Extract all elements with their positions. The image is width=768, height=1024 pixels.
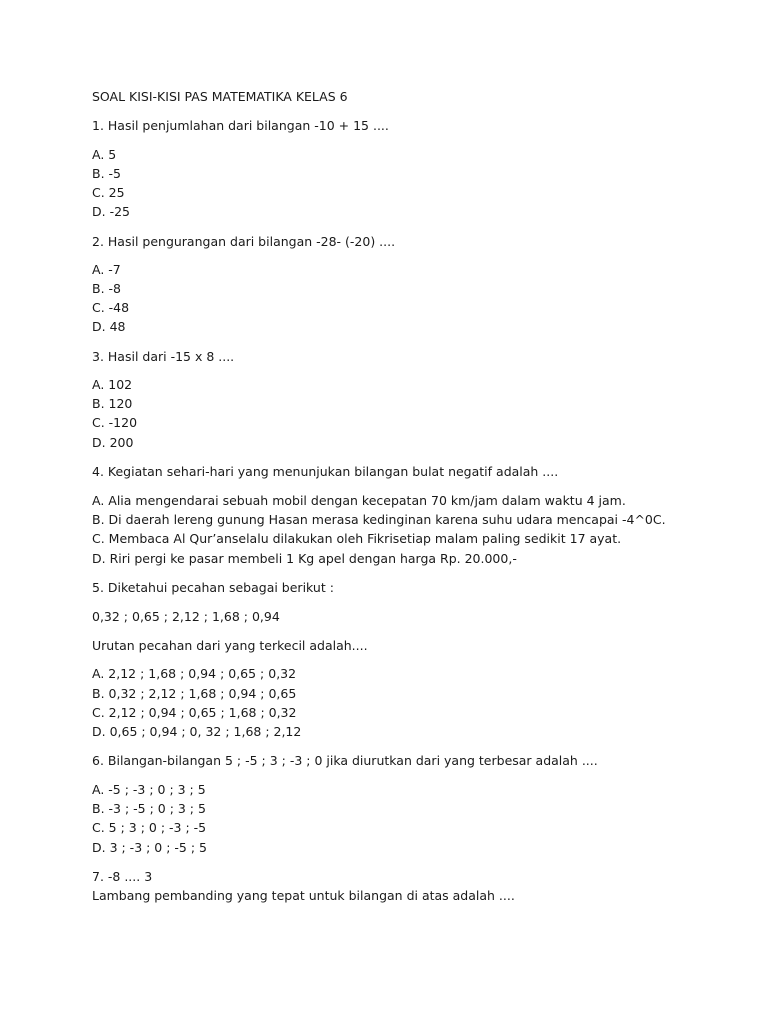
question-3-text: 3. Hasil dari -15 x 8 .... bbox=[92, 349, 235, 364]
question-2-option-d: D. 48 bbox=[92, 319, 126, 334]
question-6-option-b: B. -3 ; -5 ; 0 ; 3 ; 5 bbox=[92, 801, 206, 816]
question-6-option-d: D. 3 ; -3 ; 0 ; -5 ; 5 bbox=[92, 840, 207, 855]
document-title: SOAL KISI-KISI PAS MATEMATIKA KELAS 6 bbox=[92, 89, 348, 104]
question-3-option-b: B. 120 bbox=[92, 396, 133, 411]
question-3-option-a: A. 102 bbox=[92, 377, 133, 392]
question-2-option-c: C. -48 bbox=[92, 300, 130, 315]
question-5-option-b: B. 0,32 ; 2,12 ; 1,68 ; 0,94 ; 0,65 bbox=[92, 686, 297, 701]
question-5-option-a: A. 2,12 ; 1,68 ; 0,94 ; 0,65 ; 0,32 bbox=[92, 666, 297, 681]
question-1-text: 1. Hasil penjumlahan dari bilangan -10 + 15 .... bbox=[92, 118, 389, 133]
question-5-values: 0,32 ; 0,65 ; 2,12 ; 1,68 ; 0,94 bbox=[92, 609, 280, 624]
question-6-option-c: C. 5 ; 3 ; 0 ; -3 ; -5 bbox=[92, 820, 207, 835]
question-4-option-c: C. Membaca Al Qur’anselalu dilakukan oleh Fikrisetiap malam paling sedikit 17 ayat. bbox=[92, 531, 622, 546]
question-7-prompt: Lambang pembanding yang tepat untuk bilangan di atas adalah .... bbox=[92, 888, 515, 903]
question-5-option-d: D. 0,65 ; 0,94 ; 0, 32 ; 1,68 ; 2,12 bbox=[92, 724, 302, 739]
question-4-option-a: A. Alia mengendarai sebuah mobil dengan kecepatan 70 km/jam dalam waktu 4 jam. bbox=[92, 493, 626, 508]
question-4-option-d: D. Riri pergi ke pasar membeli 1 Kg apel dengan harga Rp. 20.000,- bbox=[92, 551, 517, 566]
question-1-option-c: C. 25 bbox=[92, 185, 125, 200]
question-2-option-a: A. -7 bbox=[92, 262, 121, 277]
question-1-option-d: D. -25 bbox=[92, 204, 130, 219]
question-2-option-b: B. -8 bbox=[92, 281, 121, 296]
question-3-option-d: D. 200 bbox=[92, 435, 134, 450]
question-6-text: 6. Bilangan-bilangan 5 ; -5 ; 3 ; -3 ; 0 jika diurutkan dari yang terbesar adalah .... bbox=[92, 753, 598, 768]
question-1-option-b: B. -5 bbox=[92, 166, 121, 181]
question-5-prompt: Urutan pecahan dari yang terkecil adalah.... bbox=[92, 638, 368, 653]
question-1-option-a: A. 5 bbox=[92, 147, 117, 162]
question-5-option-c: C. 2,12 ; 0,94 ; 0,65 ; 1,68 ; 0,32 bbox=[92, 705, 297, 720]
question-4-text: 4. Kegiatan sehari-hari yang menunjukan bilangan bulat negatif adalah .... bbox=[92, 464, 559, 479]
question-3-option-c: C. -120 bbox=[92, 415, 138, 430]
question-7-text: 7. -8 .... 3 bbox=[92, 869, 153, 884]
question-5-text: 5. Diketahui pecahan sebagai berikut : bbox=[92, 580, 334, 595]
question-6-option-a: A. -5 ; -3 ; 0 ; 3 ; 5 bbox=[92, 782, 206, 797]
question-2-text: 2. Hasil pengurangan dari bilangan -28- (-20) .... bbox=[92, 234, 396, 249]
question-4-option-b: B. Di daerah lereng gunung Hasan merasa kedinginan karena suhu udara mencapai -4^0C. bbox=[92, 512, 666, 527]
